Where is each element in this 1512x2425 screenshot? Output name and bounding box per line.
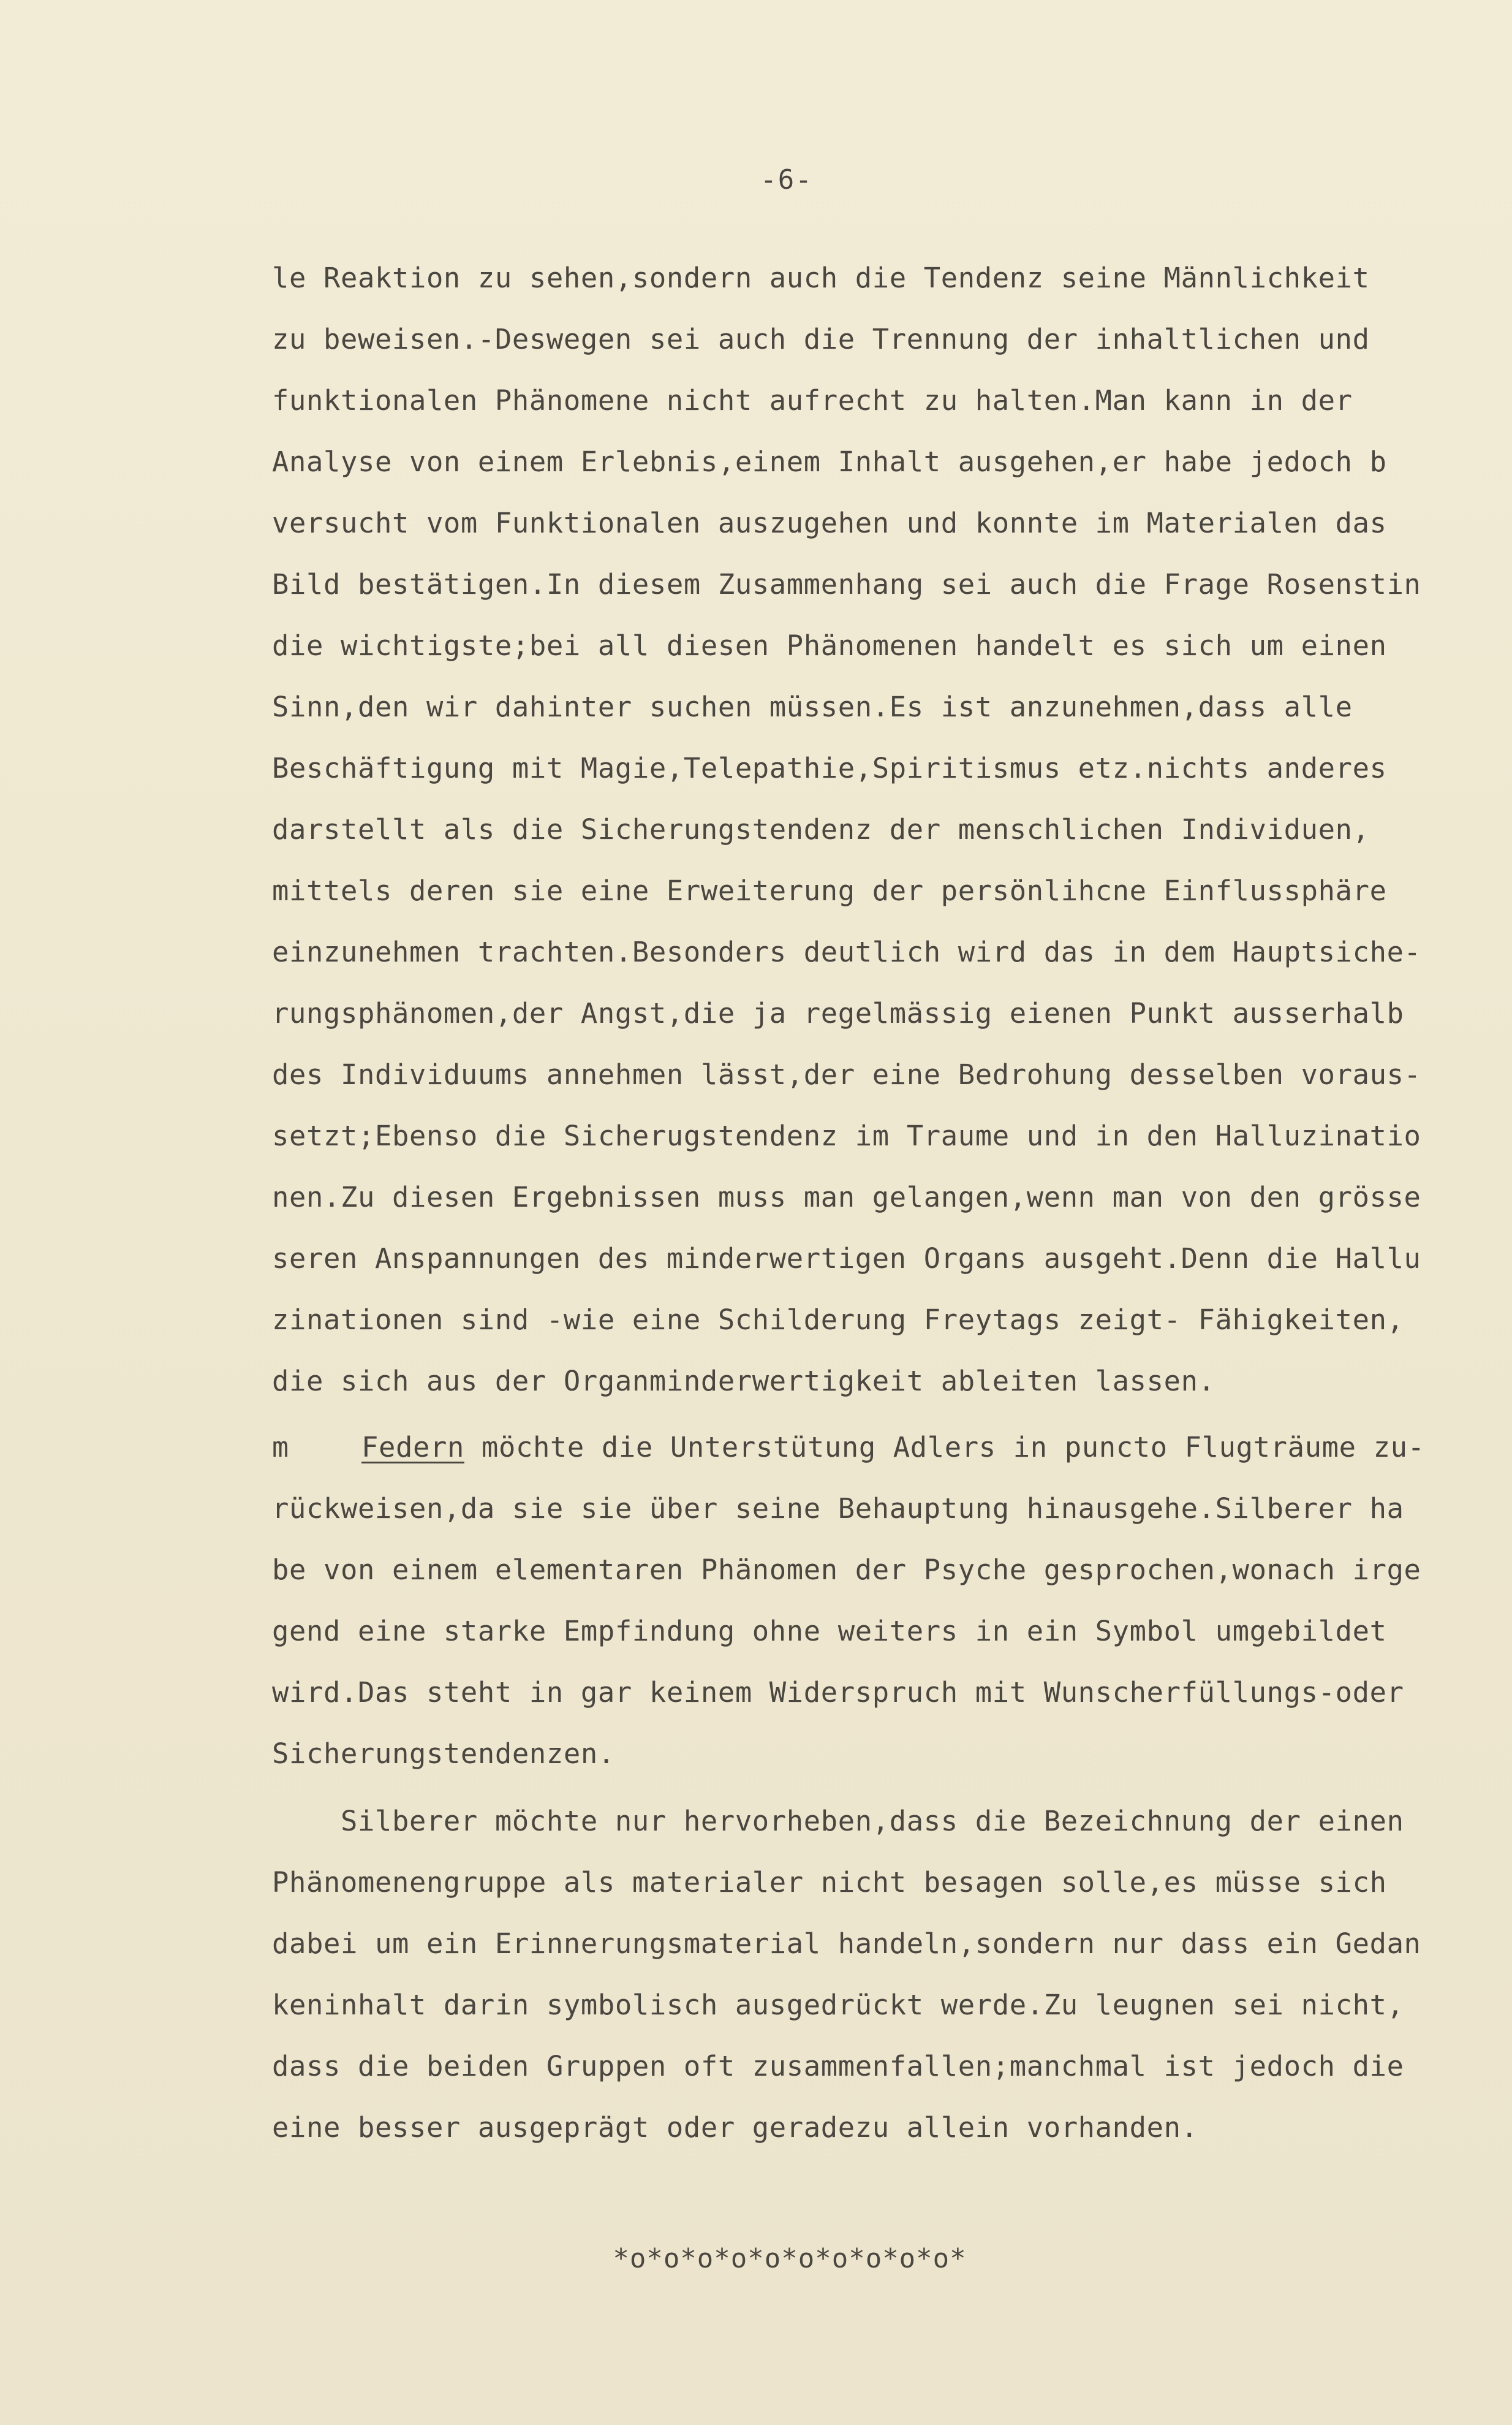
- text-line: seren Anspannungen des minderwertigen Organs ausgeht.Denn die Hallu: [272, 1242, 1421, 1275]
- text-line: wird.Das steht in gar keinem Widerspruch mit Wunscherfüllungs-oder: [272, 1676, 1404, 1709]
- text-line: Sinn,den wir dahinter suchen müssen.Es ist anzunehmen,dass alle: [272, 691, 1353, 723]
- text-line: be von einem elementaren Phänomen der Psyche gesprochen,wonach irge: [272, 1554, 1421, 1586]
- text-line: dabei um ein Erinnerungsmaterial handeln,sondern nur dass ein Gedan: [272, 1927, 1421, 1960]
- text-line: gend eine starke Empfindung ohne weiters in ein Symbol umgebildet: [272, 1615, 1387, 1647]
- text-line: eine besser ausgeprägt oder geradezu allein vorhanden.: [272, 2111, 1198, 2144]
- text-line: nen.Zu diesen Ergebnissen muss man gelangen,wenn man von den grösse: [272, 1181, 1421, 1213]
- text-line: setzt;Ebenso die Sicherugstendenz im Traume und in den Halluzinatio: [272, 1120, 1421, 1152]
- federn-paragraph-first-line: [361, 1429, 1495, 1466]
- page-number: -6-: [760, 164, 813, 195]
- text-line: rungsphänomen,der Angst,die ja regelmässig eienen Punkt ausserhalb: [272, 997, 1404, 1030]
- text-line: die sich aus der Organminderwertigkeit ableiten lassen.: [272, 1365, 1215, 1397]
- text-line: dass die beiden Gruppen oft zusammenfallen;manchmal ist jedoch die: [272, 2050, 1404, 2082]
- text-line: Phänomenengruppe als materialer nicht besagen solle,es müsse sich: [272, 1866, 1387, 1899]
- text-line: keninhalt darin symbolisch ausgedrückt werde.Zu leugnen sei nicht,: [272, 1989, 1404, 2021]
- speaker-name-federn: Federn: [361, 1431, 464, 1463]
- text-line: rückweisen,da sie sie über seine Behauptung hinausgehe.Silberer ha: [272, 1492, 1404, 1525]
- text-line: einzunehmen trachten.Besonders deutlich wird das in dem Hauptsiche-: [272, 936, 1421, 968]
- text-line: Beschäftigung mit Magie,Telepathie,Spiritismus etz.nichts anderes: [272, 752, 1387, 784]
- text-line: Analyse von einem Erlebnis,einem Inhalt ausgehen,er habe jedoch b: [272, 446, 1387, 478]
- text-line: Silberer möchte nur hervorheben,dass die Bezeichnung der einen: [272, 1805, 1404, 1837]
- text-line: funktionalen Phänomene nicht aufrecht zu halten.Man kann in der: [272, 384, 1353, 417]
- text-line: zu beweisen.-Deswegen sei auch die Trennung der inhaltlichen und: [272, 323, 1370, 355]
- text-line-rest: möchte die Unterstütung Adlers in puncto Flugträume zu-: [464, 1431, 1425, 1463]
- text-line: Sicherungstendenzen.: [272, 1737, 615, 1770]
- text-line: zinationen sind -wie eine Schilderung Freytags zeigt- Fähigkeiten,: [272, 1304, 1404, 1336]
- text-line: versucht vom Funktionalen auszugehen und konnte im Materialen das: [272, 507, 1387, 539]
- text-line: le Reaktion zu sehen,sondern auch die Tendenz seine Männlichkeit: [272, 262, 1370, 294]
- margin-mark: m: [272, 1431, 289, 1463]
- text-line: darstellt als die Sicherungstendenz der menschlichen Individuen,: [272, 813, 1370, 846]
- text-line: die wichtigste;bei all diesen Phänomenen handelt es sich um einen: [272, 629, 1387, 662]
- text-line: Bild bestätigen.In diesem Zusammenhang sei auch die Frage Rosenstin: [272, 568, 1421, 601]
- section-divider: *o*o*o*o*o*o*o*o*o*o*: [613, 2243, 967, 2274]
- text-line: mittels deren sie eine Erweiterung der persönlihcne Einflussphäre: [272, 875, 1387, 907]
- text-line: des Individuums annehmen lässt,der eine Bedrohung desselben voraus-: [272, 1058, 1421, 1091]
